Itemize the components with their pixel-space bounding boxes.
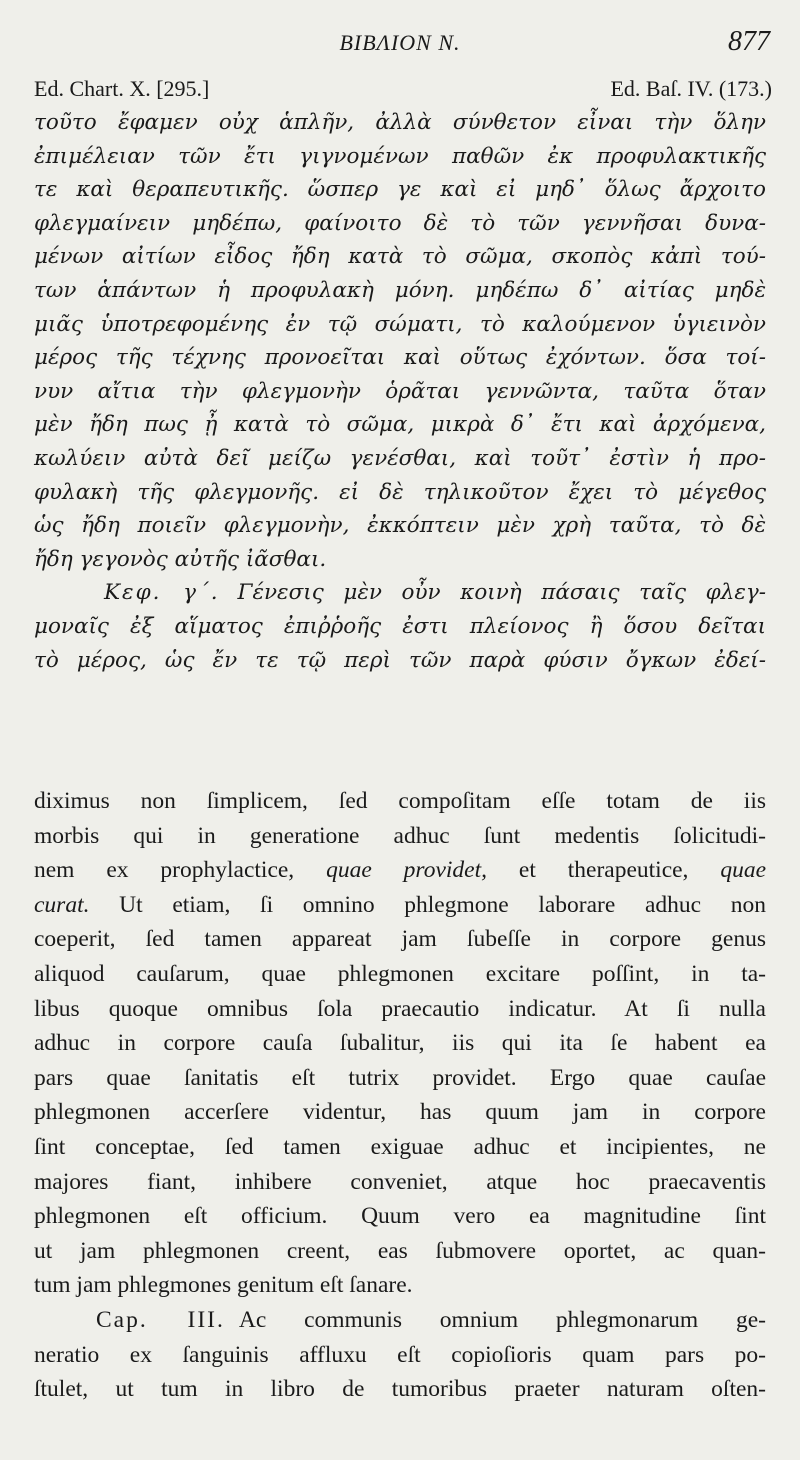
page-number: 877	[728, 26, 770, 57]
greek-line: φλεγμαίνειν μηδέπω, φαίνοιτο δὲ τὸ τῶν γεννῆσαι δυνα-	[34, 210, 766, 236]
greek-line: τοῦτο ἔφαμεν οὐχ ἁπλῆν, ἀλλὰ σύνθετον εἶναι τὴν ὅλην	[34, 110, 766, 135]
latin-line: neratio ex ſanguinis affluxu eſt copioſioris quam pars po-	[34, 1341, 766, 1368]
latin-line: libus quoque omnibus ſola praecautio indicatur. At ſi nulla	[34, 995, 766, 1022]
greek-line: ὡς ἤδη ποιεῖν φλεγμονὴν, ἐκκόπτειν μὲν χρὴ ταῦτα, τὸ δὲ	[34, 513, 766, 539]
greek-line: τε καὶ θεραπευτικῆς. ὥσπερ γε καὶ εἰ μηδ᾽ ὅλως ἄρχοιτο	[34, 177, 766, 203]
latin-line: tum jam phlegmones genitum eſt ſanare.	[34, 1272, 413, 1299]
latin-line	[34, 888, 766, 923]
latin-line: pars quae ſanitatis eſt tutrix providet. Ergo quae cauſae	[34, 1064, 766, 1091]
greek-line: κωλύειν αὐτὰ δεῖ μείζω γενέσθαι, καὶ τοῦτ᾽ ἐστὶν ἡ προ-	[34, 445, 766, 471]
latin-line: ſtulet, ut tum in libro de tumoribus praeter naturam oſten-	[34, 1376, 766, 1403]
greek-line: τὸ μέρος, ὡς ἔν τε τῷ περὶ τῶν παρὰ φύσιν ὄγκων ἐδεί-	[34, 647, 766, 673]
latin-segment: Ut etiam, ſi omnino phlegmone laborare adhuc non	[119, 891, 766, 918]
latin-italic-segment: quae providet,	[326, 857, 487, 884]
edition-chartier: Ed. Chart. X. [295.]	[34, 76, 210, 101]
greek-line: φυλακὴ τῆς φλεγμονῆς. εἰ δὲ τηλικοῦτον ἔχει τὸ μέγεθος	[34, 479, 766, 505]
chapter-label-greek: Κεφ. γ΄.	[104, 580, 220, 606]
latin-line: ſint conceptae, ſed tamen exiguae adhuc et incipientes, ne	[34, 1133, 766, 1160]
greek-line: των ἁπάντων ἡ προφυλακὴ μόνη. μηδέπω δ᾽ αἰτίας μηδὲ	[34, 277, 766, 303]
greek-line: μὲν ἤδη πως ᾖ κατὰ τὸ σῶμα, μικρὰ δ᾽ ἔτι καὶ ἀρχόμενα,	[34, 412, 766, 438]
latin-line: coeperit, ſed tamen appareat jam ſubeſſe in corpore genus	[34, 926, 766, 953]
greek-line: μένων αἰτίων εἶδος ἤδη κατὰ τὸ σῶμα, σκοπὸς κἀπὶ τού-	[34, 244, 766, 270]
latin-italic-segment: quae	[720, 857, 767, 884]
latin-line: ut jam phlegmonen creent, eas ſubmovere oportet, ac quan-	[34, 1237, 766, 1264]
greek-text	[34, 106, 766, 677]
greek-line: ἤδη γεγονὸς αὐτῆς ἰᾶσθαι.	[34, 546, 327, 572]
latin-chapter-text: Ac communis omnium phlegmonarum ge-	[238, 1306, 766, 1333]
greek-line: μιᾶς ὑποτρεφομένης ἐν τῷ σώματι, τὸ καλούμενον ὑγιεινὸν	[34, 311, 766, 337]
latin-segment: et therapeutice,	[518, 857, 689, 884]
latin-line: phlegmonen accerſere videntur, has quum jam in corpore	[34, 1099, 766, 1126]
greek-line: μέρος τῆς τέχνης προνοεῖται καὶ οὕτως ἐχόντων. ὅσα τοί-	[34, 345, 766, 371]
running-title: BIBΛIOΝ Ν.	[339, 30, 461, 55]
latin-text	[34, 784, 766, 1407]
greek-chapter-line	[34, 576, 766, 610]
latin-line: diximus non ſimplicem, ſed compoſitam eſſe totam de iis	[34, 788, 766, 814]
edition-basel: Ed. Baſ. IV. (173.)	[610, 76, 772, 101]
latin-line: phlegmonen eſt officium. Quum vero ea magnitudine ſint	[34, 1203, 766, 1230]
greek-line: μοναῖς ἐξ αἵματος ἐπιῤῥοῆς ἐστι πλείονος ἢ ὅσου δεῖται	[34, 613, 766, 639]
latin-line	[34, 853, 766, 888]
latin-line: adhuc in corpore cauſa ſubalitur, iis qui ita ſe habent ea	[34, 1030, 766, 1057]
greek-line: ἐπιμέλειαν τῶν ἔτι γιγνομένων παθῶν ἐκ προφυλακτικῆς	[34, 143, 766, 169]
greek-chapter-text: Γένεσις μὲν οὖν κοινὴ πάσαις ταῖς φλεγ-	[237, 580, 766, 606]
latin-line: majores fiant, inhibere conveniet, atque hoc praecaventis	[34, 1168, 766, 1195]
chapter-label-latin: Cap. III.	[96, 1306, 225, 1333]
latin-segment: nem ex prophylactice,	[34, 857, 295, 884]
greek-line: νυν αἴτια τὴν φλεγμονὴν ὁρᾶται γεννῶντα, ταῦτα ὅταν	[34, 378, 766, 404]
latin-line: aliquod cauſarum, quae phlegmonen excitare poſſint, in ta-	[34, 960, 766, 987]
edition-line	[34, 76, 772, 106]
latin-line: morbis qui in generatione adhuc ſunt medentis ſolicitudi-	[34, 822, 766, 849]
latin-chapter-line	[34, 1303, 766, 1338]
latin-italic-segment: curat.	[34, 891, 90, 918]
